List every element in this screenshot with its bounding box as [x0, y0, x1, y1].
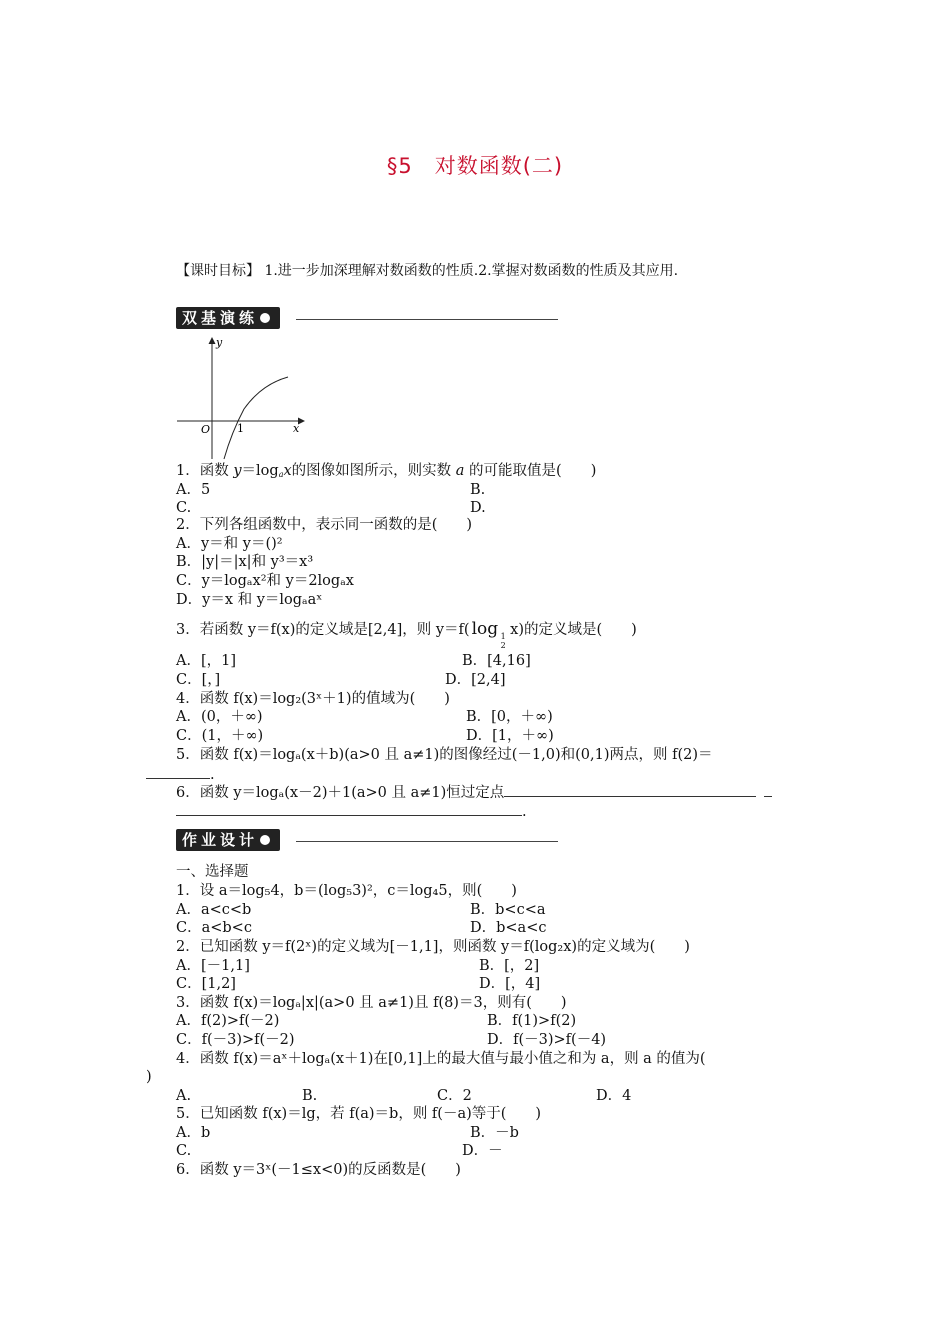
- homework-3: 3．函数 f(x)＝logₐ|x|(a>0 且 a≠1)且 f(8)＝3，则有( ): [176, 995, 567, 1011]
- period: .: [210, 767, 215, 783]
- question-1: 1．函数 $y=\log_ax$的图像如图所示，则实数 a 的可能取值是( ): [176, 463, 597, 479]
- section-header-label: 双基演练: [182, 309, 259, 327]
- log-curve: [224, 377, 288, 459]
- answer-blank: [146, 764, 210, 779]
- homework-4: 4．函数 f(x)＝aˣ＋logₐ(x＋1)在[0,1]上的最大值与最小值之和为 a，则 a 的值为(: [176, 1051, 706, 1067]
- question-text: 的图像如图所示，则实数: [291, 463, 456, 479]
- question-5: 5．函数 f(x)＝logₐ(x＋b)(a>0 且 a≠1)的图像经过(－1,0)和(0,1)两点，则 f(2)＝: [176, 747, 713, 763]
- answer-blank: [764, 782, 772, 797]
- option-a: A．5: [176, 482, 211, 498]
- period: .: [522, 804, 527, 820]
- homework-6: 6．函数 y＝3ˣ(－1≤x<0)的反函数是( ): [176, 1162, 461, 1178]
- option-c: C.: [176, 1143, 192, 1159]
- option-a: A．[，1]: [176, 653, 237, 669]
- log-base-numerator: 1: [500, 632, 506, 641]
- option-d: D．y＝x 和 y＝logₐaˣ: [176, 592, 323, 608]
- question-4: 4．函数 f(x)＝log₂(3ˣ＋1)的值域为( ): [176, 691, 450, 707]
- y-axis-label: y: [216, 336, 223, 349]
- option-b: B．[0，＋∞): [466, 709, 553, 725]
- option-a: A.: [176, 1088, 192, 1104]
- homework-5: 5．已知函数 f(x)＝lg，若 f(a)＝b，则 f(－a)等于( ): [176, 1106, 542, 1122]
- answer-blank-line: [176, 801, 527, 821]
- question-text: x)的定义域是( ): [510, 622, 637, 638]
- option-b: B．|y|＝|x|和 y³＝x³: [176, 554, 314, 570]
- option-d: D．－: [462, 1143, 503, 1159]
- x-axis-label: x: [293, 422, 300, 435]
- question-text: 函数: [199, 463, 234, 479]
- log-function-graph: [172, 334, 312, 464]
- answer-blank-line: [146, 764, 215, 784]
- homework-1: 1．设 a＝log₅4，b＝(log₅3)²，c＝log₄5，则( ): [176, 883, 517, 899]
- option-b: B.: [302, 1088, 318, 1104]
- lesson-goal: [176, 260, 678, 280]
- option-a: A．a<c<b: [176, 902, 252, 918]
- option-a: A．y＝和 y＝()²: [176, 536, 283, 552]
- option-d: D．[，4]: [479, 976, 541, 992]
- option-d: D．[2,4]: [445, 672, 506, 688]
- option-c: C．(1，＋∞): [176, 728, 264, 744]
- lesson-goal-text: 1.进一步加深理解对数函数的性质.2.掌握对数函数的性质及其应用.: [264, 263, 679, 279]
- log-symbol: log: [471, 619, 499, 639]
- option-b: B．－b: [470, 1125, 519, 1141]
- question-number: 1．: [176, 463, 200, 479]
- option-a: A．f(2)>f(－2): [176, 1013, 280, 1029]
- page-title: §5 对数函数(二): [386, 154, 564, 178]
- answer-blank: [504, 782, 756, 797]
- option-b: B．[4,16]: [462, 653, 531, 669]
- homework-2: 2．已知函数 y＝f(2ˣ)的定义域为[－1,1]，则函数 y＝f(log₂x)的定义域为( ): [176, 939, 690, 955]
- option-c: C．2: [437, 1088, 472, 1104]
- option-b: B.: [470, 482, 486, 498]
- question-text: 3．若函数 y＝f(x)的定义域是[2,4]，则 y＝f(: [176, 622, 470, 638]
- question-2: 2．下列各组函数中，表示同一函数的是( ): [176, 517, 473, 533]
- question-text: 的可能取值是( ): [464, 463, 597, 479]
- option-b: B．f(1)>f(2): [487, 1013, 577, 1029]
- section-header-label: 作业设计: [182, 831, 259, 849]
- option-d: D．[1，＋∞): [466, 728, 554, 744]
- wrapped-paren: ): [146, 1069, 152, 1085]
- option-c: C．a<b<c: [176, 920, 252, 936]
- option-d: D.: [470, 500, 486, 516]
- bullet-dot-icon: [260, 313, 270, 323]
- question-3: [176, 619, 637, 650]
- part-heading: 一、选择题: [176, 864, 249, 880]
- option-d: D．f(－3)>f(－4): [487, 1032, 607, 1048]
- option-b: B．b<c<a: [470, 902, 546, 918]
- option-a: A．[－1,1]: [176, 958, 250, 974]
- bullet-dot-icon: [260, 835, 270, 845]
- option-a: A．(0，＋∞): [176, 709, 263, 725]
- log-base-denominator: 2: [500, 641, 506, 650]
- option-a: A．b: [176, 1125, 211, 1141]
- option-d: D．4: [596, 1088, 632, 1104]
- question-text: 6．函数 y＝logₐ(x－2)＋1(a>0 且 a≠1)恒过定点: [176, 785, 505, 801]
- answer-blank: [176, 801, 522, 816]
- section-header-homework: [176, 829, 280, 851]
- origin-label: O: [201, 423, 211, 436]
- question-6: [176, 782, 772, 802]
- option-c: C．y＝logₐx²和 y＝2logₐx: [176, 573, 354, 589]
- section-header-basic-drill: [176, 307, 280, 329]
- section-rule: [296, 319, 558, 320]
- lesson-goal-tag: 【课时目标】: [176, 263, 260, 279]
- option-d: D．b<a<c: [470, 920, 547, 936]
- option-c: C．[1,2]: [176, 976, 236, 992]
- option-c: C．f(－3)>f(－2): [176, 1032, 295, 1048]
- option-c: C．[，]: [176, 672, 221, 688]
- tick-label-one: 1: [237, 422, 244, 435]
- option-b: B．[，2]: [479, 958, 540, 974]
- option-c: C.: [176, 500, 192, 516]
- section-rule: [296, 841, 558, 842]
